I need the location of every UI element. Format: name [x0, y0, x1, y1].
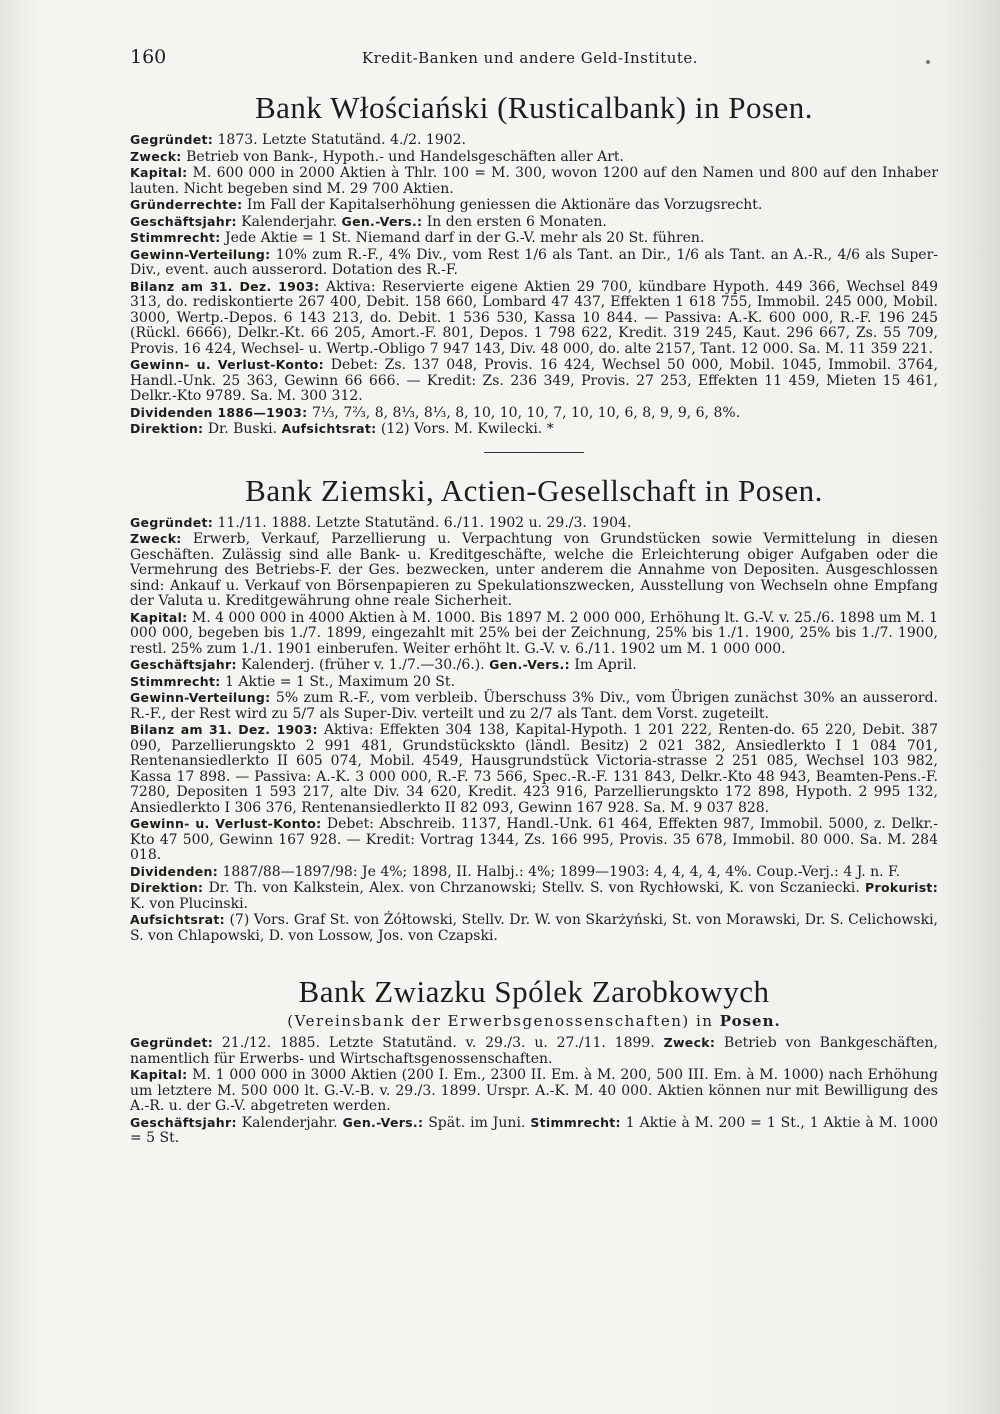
subtitle-text: (Vereinsbank der Erwerbsgenossenschaften) in — [287, 1012, 714, 1030]
entry-text: Debet: Abschreib. 1137, Handl.-Unk. 61 464, Effekten 987, Immobil. 5000, z. Delkr.-Kto 47 500, Gewinn 167 928. — Kredit: Vortrag 1344, Zs. 166 995, Provis. 35 678, Immobil. 80 000. Sa. M. 284 018. — [130, 816, 939, 863]
entry-text: 5% zum R.-F., vom verbleib. Überschuss 3% Div., vom Übrigen zunächst 30% an ausserord. R.-F., der Rest wird zu 5/7 als Super-Div. verteilt und zu 2/7 als Tant. dem Vorst. zugeteilt. — [130, 690, 939, 722]
section-title: Bank Zwiazku Spólek Zarobkowych — [298, 974, 770, 1009]
entry-label: Bilanz am 31. Dez. 1903: — [130, 278, 320, 294]
scan-speck — [926, 60, 930, 64]
entry-label: Direktion: — [130, 421, 204, 436]
entry-text: Jede Aktie = 1 St. Niemand darf in der G.-V. mehr als 20 St. führen. — [225, 230, 705, 246]
entry-label: Geschäftsjahr: — [130, 1114, 237, 1130]
entry-label: Gewinn-Verteilung: — [130, 246, 271, 262]
entry-text-2: (12) Vors. M. Kwilecki. * — [380, 421, 554, 437]
entry-text: Dr. Th. von Kalkstein, Alex. von Chrzanowski; Stellv. S. von Rychłowski, K. von Sczaniecki. — [208, 880, 860, 896]
entry-dividends — [130, 864, 938, 881]
entry-label: Zweck: — [130, 148, 182, 164]
entry-text: Aktiva: Reservierte eigene Aktien 29 700, kündbare Hypoth. 449 366, Wechsel 849 313, do. rediskontierte 267 400, Debit. 158 660, Lombard 47 437, Effekten 1 618 755, Immobil. 245 000, Mobil. 3000, Wertp.-Depos. 6 143 213, do. Debit. 1 536 530, Kassa 10 844. — Passiva: A.-K. 600 000, R.-F. 196 245 (Rückl. 6666), Delkr.-Kt. 66 205, Amort.-F. 801, Depos. 1 798 622, Kredit. 319 245, Kaut. 296 667, Zs. 55 709, Provis. 16 424, Wechsel- u. Wertp.-Obligo 7 947 143, Div. 48 000, do. alte 2157, Tant. 12 000. Sa. M. 11 359 221. — [130, 278, 938, 357]
entry-label: Aufsichtsrat: — [130, 912, 225, 927]
entry-voting-right — [130, 674, 938, 691]
entry-purpose — [130, 531, 938, 610]
entry-label: Gewinn- u. Verlust-Konto: — [130, 816, 322, 831]
entry-label: Gegründet: — [130, 1035, 214, 1050]
entry-label: Stimmrecht: — [130, 673, 221, 689]
entry-profit-loss — [130, 357, 938, 405]
entry-text-2: Spät. im Juni. — [428, 1114, 526, 1131]
section-bank-ziemski — [130, 471, 938, 945]
section-bank-zwiazku — [130, 972, 938, 1147]
entry-text: Kalenderjahr. — [241, 1114, 338, 1131]
entry-profit-distribution — [130, 247, 938, 279]
entry-label: Geschäftsjahr: — [130, 657, 237, 672]
entry-fiscal-year — [130, 1115, 938, 1147]
entry-text: (7) Vors. Graf St. von Żółtowski, Stellv. Dr. W. von Skarżyński, St. von Morawski, Dr. S. Celichowski, S. von Chlapowski, D. von Lossow, Jos. von Czapski. — [130, 912, 938, 944]
entry-founded — [130, 515, 938, 532]
entry-capital — [130, 610, 938, 658]
entry-supervisory-board — [130, 912, 938, 944]
entry-text: Kalenderj. (früher v. 1./7.—30./6.). — [241, 657, 485, 673]
entry-text: 10% zum R.-F., 4% Div., vom Rest 1/6 als Tant. an Dir., 1/6 als Tant. an A.-R., 4/6 als Super-Div., event. auch ausserord. Dotation des R.-F. — [130, 246, 938, 278]
entry-label-2: Aufsichtsrat: — [281, 421, 377, 436]
entry-balance-sheet — [130, 279, 938, 358]
entry-label: Geschäftsjahr: — [130, 213, 237, 229]
entry-balance-sheet — [130, 722, 938, 816]
subtitle-city: Posen. — [719, 1012, 781, 1030]
entry-label-2: Zweck: — [663, 1035, 716, 1050]
entry-fiscal-year — [130, 214, 938, 231]
entry-text-3: 1 Aktie à M. 200 = 1 St., 1 Aktie à M. 1000 = 5 St. — [130, 1114, 939, 1146]
entry-text: Aktiva: Effekten 304 138, Kapital-Hypoth. 1 201 222, Renten-do. 65 220, Debit. 387 090, Parzellierungskto 2 991 481, Grundstückskto (ländl. Besitz) 2 021 382, Ansiedlerkto I 1 084 701, Rentenansiedlerkto II 605 074, Mobil. 4549, Hausgrundstück Victoria-strasse 2 251 085, Wechsel 103 982, Kassa 17 898. — Passiva: A.-K. 3 000 000, R.-F. 73 566, Spec.-R.-F. 131 843, Delkr.-Kto 48 943, Beamten-Pens.-F. 7280, Depositen 1 593 217, alte Div. 34 620, Kredit. 423 916, Parzellierungskto 172 898, Hypoth. 2 995 132, Ansiedlerkto I 306 376, Rentenansiedlerkto II 82 093, Gewinn 167 928. Sa. M. 9 037 828. — [130, 722, 938, 816]
entry-label: Kapital: — [130, 609, 188, 625]
entry-label: Direktion: — [130, 880, 204, 895]
entry-founded — [130, 1035, 938, 1067]
entry-founded — [130, 132, 938, 149]
entry-text-2: In den ersten 6 Monaten. — [426, 213, 607, 230]
entry-text: 1873. Letzte Statutänd. 4./2. 1902. — [217, 132, 467, 148]
entry-text: M. 4 000 000 in 4000 Aktien à M. 1000. Bis 1897 M. 2 000 000, Erhöhung lt. G.-V. v. 25./6. 1898 um M. 1 000 000, begeben bis 1./7. 1899, eingezahlt mit 25% bei der Zeichnung, 25% bis 1./1. 1900, 25% bis 1./7. 1900, restl. 25% zum 1./1. 1901 einberufen. Weiter erhöht lt. G.-V. v. 6./11. 1902 um M. 1 000 000. — [130, 609, 938, 657]
entry-label-2: Gen.-Vers.: — [342, 1114, 424, 1130]
entry-management — [130, 880, 938, 912]
entry-label: Gewinn-Verteilung: — [130, 690, 271, 705]
page-content — [130, 88, 938, 1147]
entry-label: Gewinn- u. Verlust-Konto: — [130, 357, 324, 372]
entry-label: Gründerrechte: — [130, 197, 243, 212]
entry-text: Debet: Zs. 137 048, Provis. 16 424, Wechsel 50 000, Mobil. 1045, Immobil. 3764, Handl.-Unk. 25 363, Gewinn 66 666. — Kredit: Zs. 236 349, Provis. 27 253, Effekten 11 459, Mieten 15 461, Delkr.-Kto 9789. Sa. M. 300 312. — [130, 357, 939, 404]
entry-capital — [130, 165, 938, 197]
entry-label: Gegründet: — [130, 132, 214, 147]
entry-voting-right — [130, 230, 938, 247]
entry-dividends — [130, 405, 938, 422]
entry-profit-loss — [130, 816, 938, 864]
entry-label-2: Gen.-Vers.: — [489, 657, 570, 672]
section-bank-wloscianski — [130, 88, 938, 438]
running-title: Kredit-Banken und andere Geld-Institute. — [361, 49, 699, 67]
entry-text-2: Im April. — [574, 657, 637, 673]
section-title: Bank Ziemski, Actien-Gesellschaft in Posen. — [245, 472, 823, 508]
entry-label: Dividenden: — [130, 863, 219, 879]
section-separator — [484, 452, 584, 453]
entry-text: 1 Aktie = 1 St., Maximum 20 St. — [225, 673, 455, 690]
section-title: Bank Włościański (Rusticalbank) in Posen. — [254, 90, 814, 125]
entry-founder-rights — [130, 197, 938, 214]
entry-label-2: Gen.-Vers.: — [341, 213, 423, 229]
entry-label: Bilanz am 31. Dez. 1903: — [130, 722, 318, 737]
entry-label: Dividenden 1886—1903: — [130, 404, 308, 420]
entry-text-2: K. von Plucinski. — [130, 895, 249, 912]
entry-text: Im Fall der Kapitalserhöhung geniessen die Aktionäre das Vorzugsrecht. — [246, 197, 763, 213]
entry-text: 1887/88—1897/98: Je 4%; 1898, II. Halbj.: 4%; 1899—1903: 4, 4, 4, 4, 4%. Coup.-Verj.: 4 J. n. F. — [222, 863, 901, 880]
entry-label: Kapital: — [130, 1067, 188, 1082]
entry-label: Kapital: — [130, 165, 188, 180]
entry-label: Gegründet: — [130, 514, 214, 530]
entry-profit-distribution — [130, 690, 938, 722]
entry-label: Zweck: — [130, 531, 182, 546]
entry-text: 7⅓, 7⅔, 8, 8⅓, 8⅓, 8, 10, 10, 10, 7, 10, 10, 6, 8, 9, 9, 6, 8%. — [311, 404, 741, 421]
entry-text: Erwerb, Verkauf, Parzellierung u. Verpachtung von Grundstücken sowie Vermittelung in diesen Geschäften. Zulässig sind alle Bank- u. Kreditgeschäfte, welche die Erleichterung obiger Aufgaben oder die Vermehrung des Betriebs-F. der Ges. bezwecken, unter anderem die Annahme von Depositen. Ausgeschlossen sind: Ankauf u. Verkauf von Börsenpapieren zu Spekulationszwecken, Ausstellung von Wechseln ohne Empfang der Valuta u. Kreditgewährung ohne reale Sicherheit. — [130, 531, 938, 609]
entry-text: 21./12. 1885. Letzte Statutänd. v. 29./3. u. 27./11. 1899. — [221, 1035, 655, 1051]
entry-text: Kalenderjahr. — [241, 213, 338, 230]
section-subtitle — [130, 1012, 938, 1031]
entry-text: Betrieb von Bank-, Hypoth.- und Handelsgeschäften aller Art. — [186, 148, 624, 165]
entry-label-3: Stimmrecht: — [530, 1114, 621, 1130]
running-header — [130, 46, 930, 76]
entry-purpose — [130, 149, 938, 166]
entry-text-2: Betrieb von Bankgeschäften, namentlich für Erwerbs- und Wirtschaftsgenossenschaften. — [130, 1035, 939, 1067]
entry-text: Dr. Buski. — [207, 421, 278, 437]
entry-management — [130, 421, 938, 438]
entry-text: 11./11. 1888. Letzte Statutänd. 6./11. 1902 u. 29./3. 1904. — [217, 514, 632, 531]
entry-text: M. 1 000 000 in 3000 Aktien (200 I. Em., 2300 II. Em. à M. 200, 500 III. Em. à M. 1000) nach Erhöhung um letztere M. 500 000 lt. G.-V.-B. v. 29./3. 1899. Urspr. A.-K. M. 40 000. Aktien können nur mit Bewilligung des A.-R. u. der G.-V. abgetreten werden. — [130, 1067, 938, 1114]
entry-fiscal-year — [130, 657, 938, 674]
entry-text: M. 600 000 in 2000 Aktien à Thlr. 100 = M. 300, wovon 1200 auf den Namen und 800 auf den Inhaber lauten. Nicht begeben sind M. 29 700 Aktien. — [130, 165, 939, 197]
entry-capital — [130, 1067, 938, 1115]
page-number: 160 — [130, 46, 167, 68]
entry-label-2: Prokurist: — [865, 880, 939, 895]
entry-label: Stimmrecht: — [130, 230, 221, 245]
